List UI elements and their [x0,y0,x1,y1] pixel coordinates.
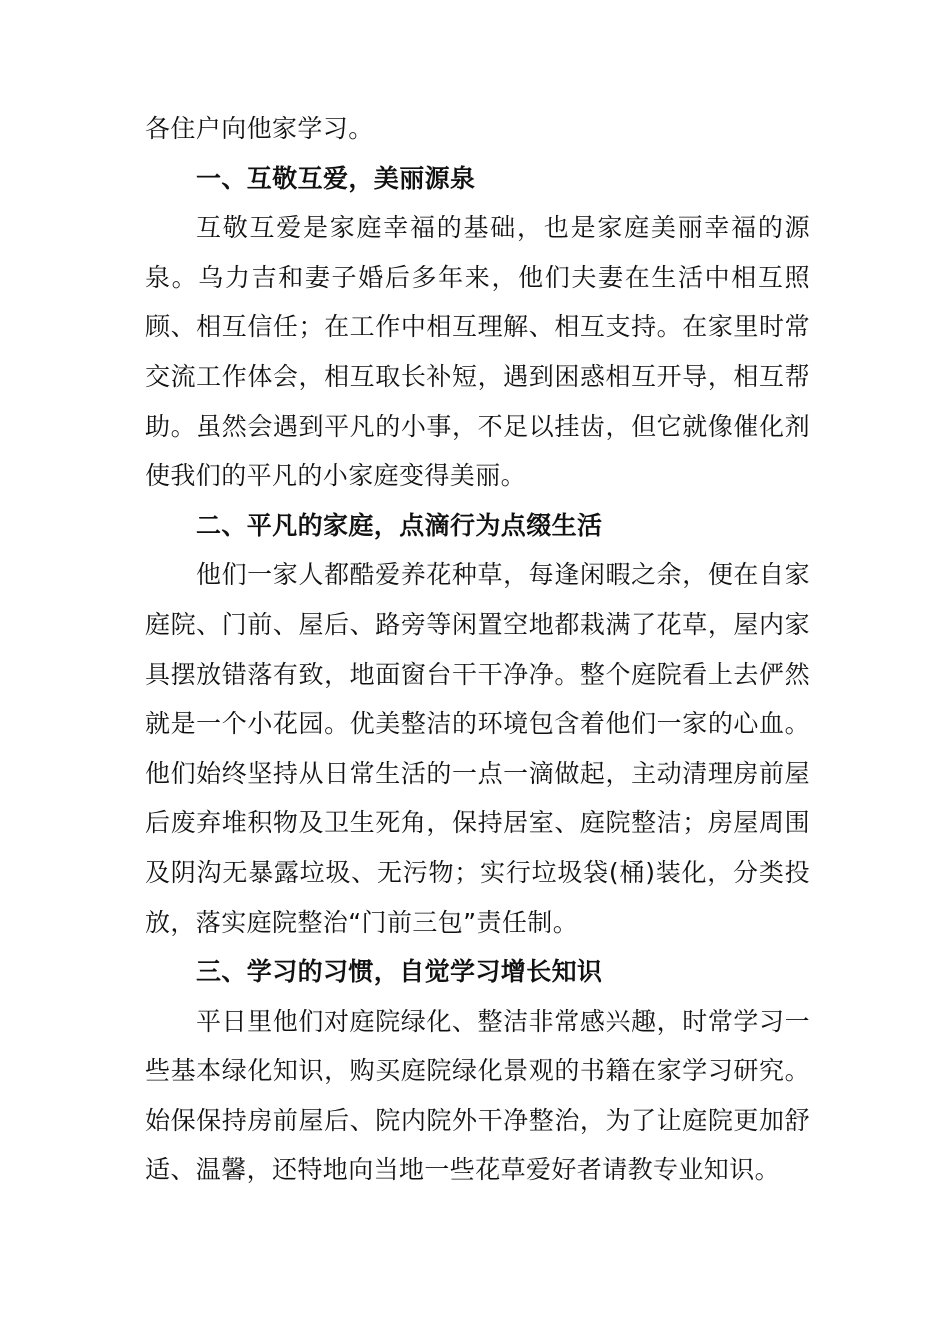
section-1-heading: 一、互敬互爱，美丽源泉 [196,163,476,193]
section-2-heading: 二、平凡的家庭，点滴行为点缀生活 [196,510,603,540]
document-body [145,104,810,1195]
section-3-heading: 三、学习的习惯，自觉学习增长知识 [196,957,603,987]
section-2-paragraph: 他们一家人都酷爱养花种草，每逢闲暇之余，便在自家庭院、门前、屋后、路旁等闲置空地都栽满了花草，屋内家具摆放错落有致，地面窗台干干净净。整个庭院看上去俨然就是一个小花园。优美整洁的环境包含着他们一家的心血。他们始终坚持从日常生活的一点一滴做起，主动清理房前屋后废弃堆积物及卫生死角，保持居室、庭院整洁；房屋周围及阴沟无暴露垃圾、无污物；实行垃圾袋(桶)装化，分类投放，落实庭院整治“门前三包”责任制。 [145,560,810,937]
intro-paragraph: 各住户向他家学习。 [145,114,374,143]
section-3-paragraph: 平日里他们对庭院绿化、整洁非常感兴趣，时常学习一些基本绿化知识，购买庭院绿化景观的书籍在家学习研究。始保保持房前屋后、院内院外干净整治，为了让庭院更加舒适、温馨，还特地向当地一些花草爱好者请教专业知识。 [145,1006,810,1185]
section-1-paragraph: 互敬互爱是家庭幸福的基础，也是家庭美丽幸福的源泉。乌力吉和妻子婚后多年来，他们夫妻在生活中相互照顾、相互信任；在工作中相互理解、相互支持。在家里时常交流工作体会，相互取长补短，遇到困惑相互开导，相互帮助。虽然会遇到平凡的小事，不足以挂齿，但它就像催化剂使我们的平凡的小家庭变得美丽。 [145,213,810,491]
